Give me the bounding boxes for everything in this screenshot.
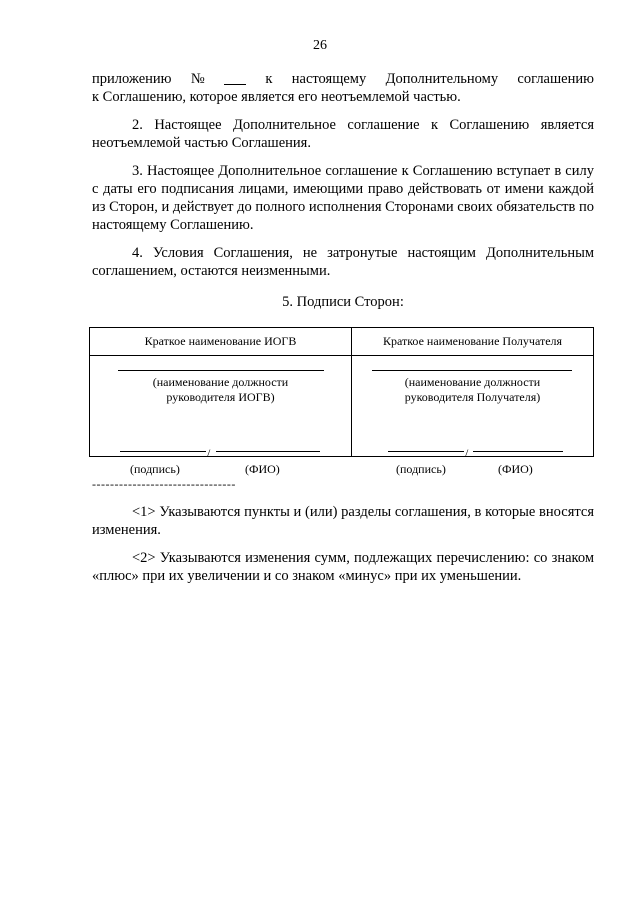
agreement-body — [92, 70, 594, 311]
paragraph-2: 2. Настоящее Дополнительное соглашение к Соглашению является неотъемлемой частью Соглашения. — [92, 117, 594, 151]
caption-line: (наименование должности — [404, 375, 541, 389]
right-signature-cell — [352, 356, 594, 476]
footnote-separator: -------------------------------- — [92, 477, 236, 491]
position-line — [372, 370, 572, 371]
caption-line: руководителя Получателя) — [404, 390, 541, 404]
word: к — [265, 71, 273, 87]
signature-line — [388, 451, 464, 452]
caption-line: (наименование должности — [152, 375, 289, 389]
name-line — [216, 451, 320, 452]
paragraph-1-rest: к Соглашению, которое является его неотъемлемой частью. — [92, 89, 461, 105]
signature-label: (подпись) — [396, 462, 446, 476]
paragraph-1-first-line — [92, 70, 594, 88]
position-caption — [90, 375, 351, 405]
left-party-header: Краткое наименование ИОГВ — [90, 328, 352, 356]
word: соглашению — [517, 71, 594, 87]
right-party-header: Краткое наименование Получателя — [352, 328, 594, 356]
name-line — [473, 451, 563, 452]
signature-table — [89, 327, 594, 476]
slash: / — [207, 446, 211, 460]
paragraph-3: 3. Настоящее Дополнительное соглашение к Соглашению вступает в силу с даты его подписания лицами, имеющими право действовать от имени каждой из Сторон, и действует до полного исполнения Сторонами своих обязательств по настоящему Соглашению. — [92, 163, 594, 233]
left-signature-cell — [90, 356, 352, 476]
name-label: (ФИО) — [498, 462, 533, 476]
position-line — [118, 370, 324, 371]
slash: / — [465, 446, 469, 460]
section-title: 5. Подписи Сторон: — [282, 294, 404, 310]
paragraph-4: 4. Условия Соглашения, не затронутые настоящим Дополнительным соглашением, остаются неизменными. — [92, 245, 594, 279]
page-number: 26 — [313, 38, 327, 53]
name-label: (ФИО) — [245, 462, 280, 476]
number-sign: № — [190, 71, 205, 87]
word: настоящему — [291, 71, 367, 87]
position-caption — [352, 375, 593, 405]
word: Дополнительному — [385, 71, 499, 87]
footnotes — [92, 503, 594, 585]
caption-line: руководителя ИОГВ) — [166, 390, 275, 404]
signature-label: (подпись) — [130, 462, 180, 476]
signature-line — [120, 451, 206, 452]
footnote-2: <2> Указываются изменения сумм, подлежащих перечислению: со знаком «плюс» при их увеличении и со знаком «минус» при их уменьшении. — [92, 550, 594, 584]
footnote-1: <1> Указываются пункты и (или) разделы соглашения, в которые вносятся изменения. — [92, 504, 594, 538]
word: приложению — [92, 71, 172, 87]
appendix-number-blank — [224, 70, 246, 85]
